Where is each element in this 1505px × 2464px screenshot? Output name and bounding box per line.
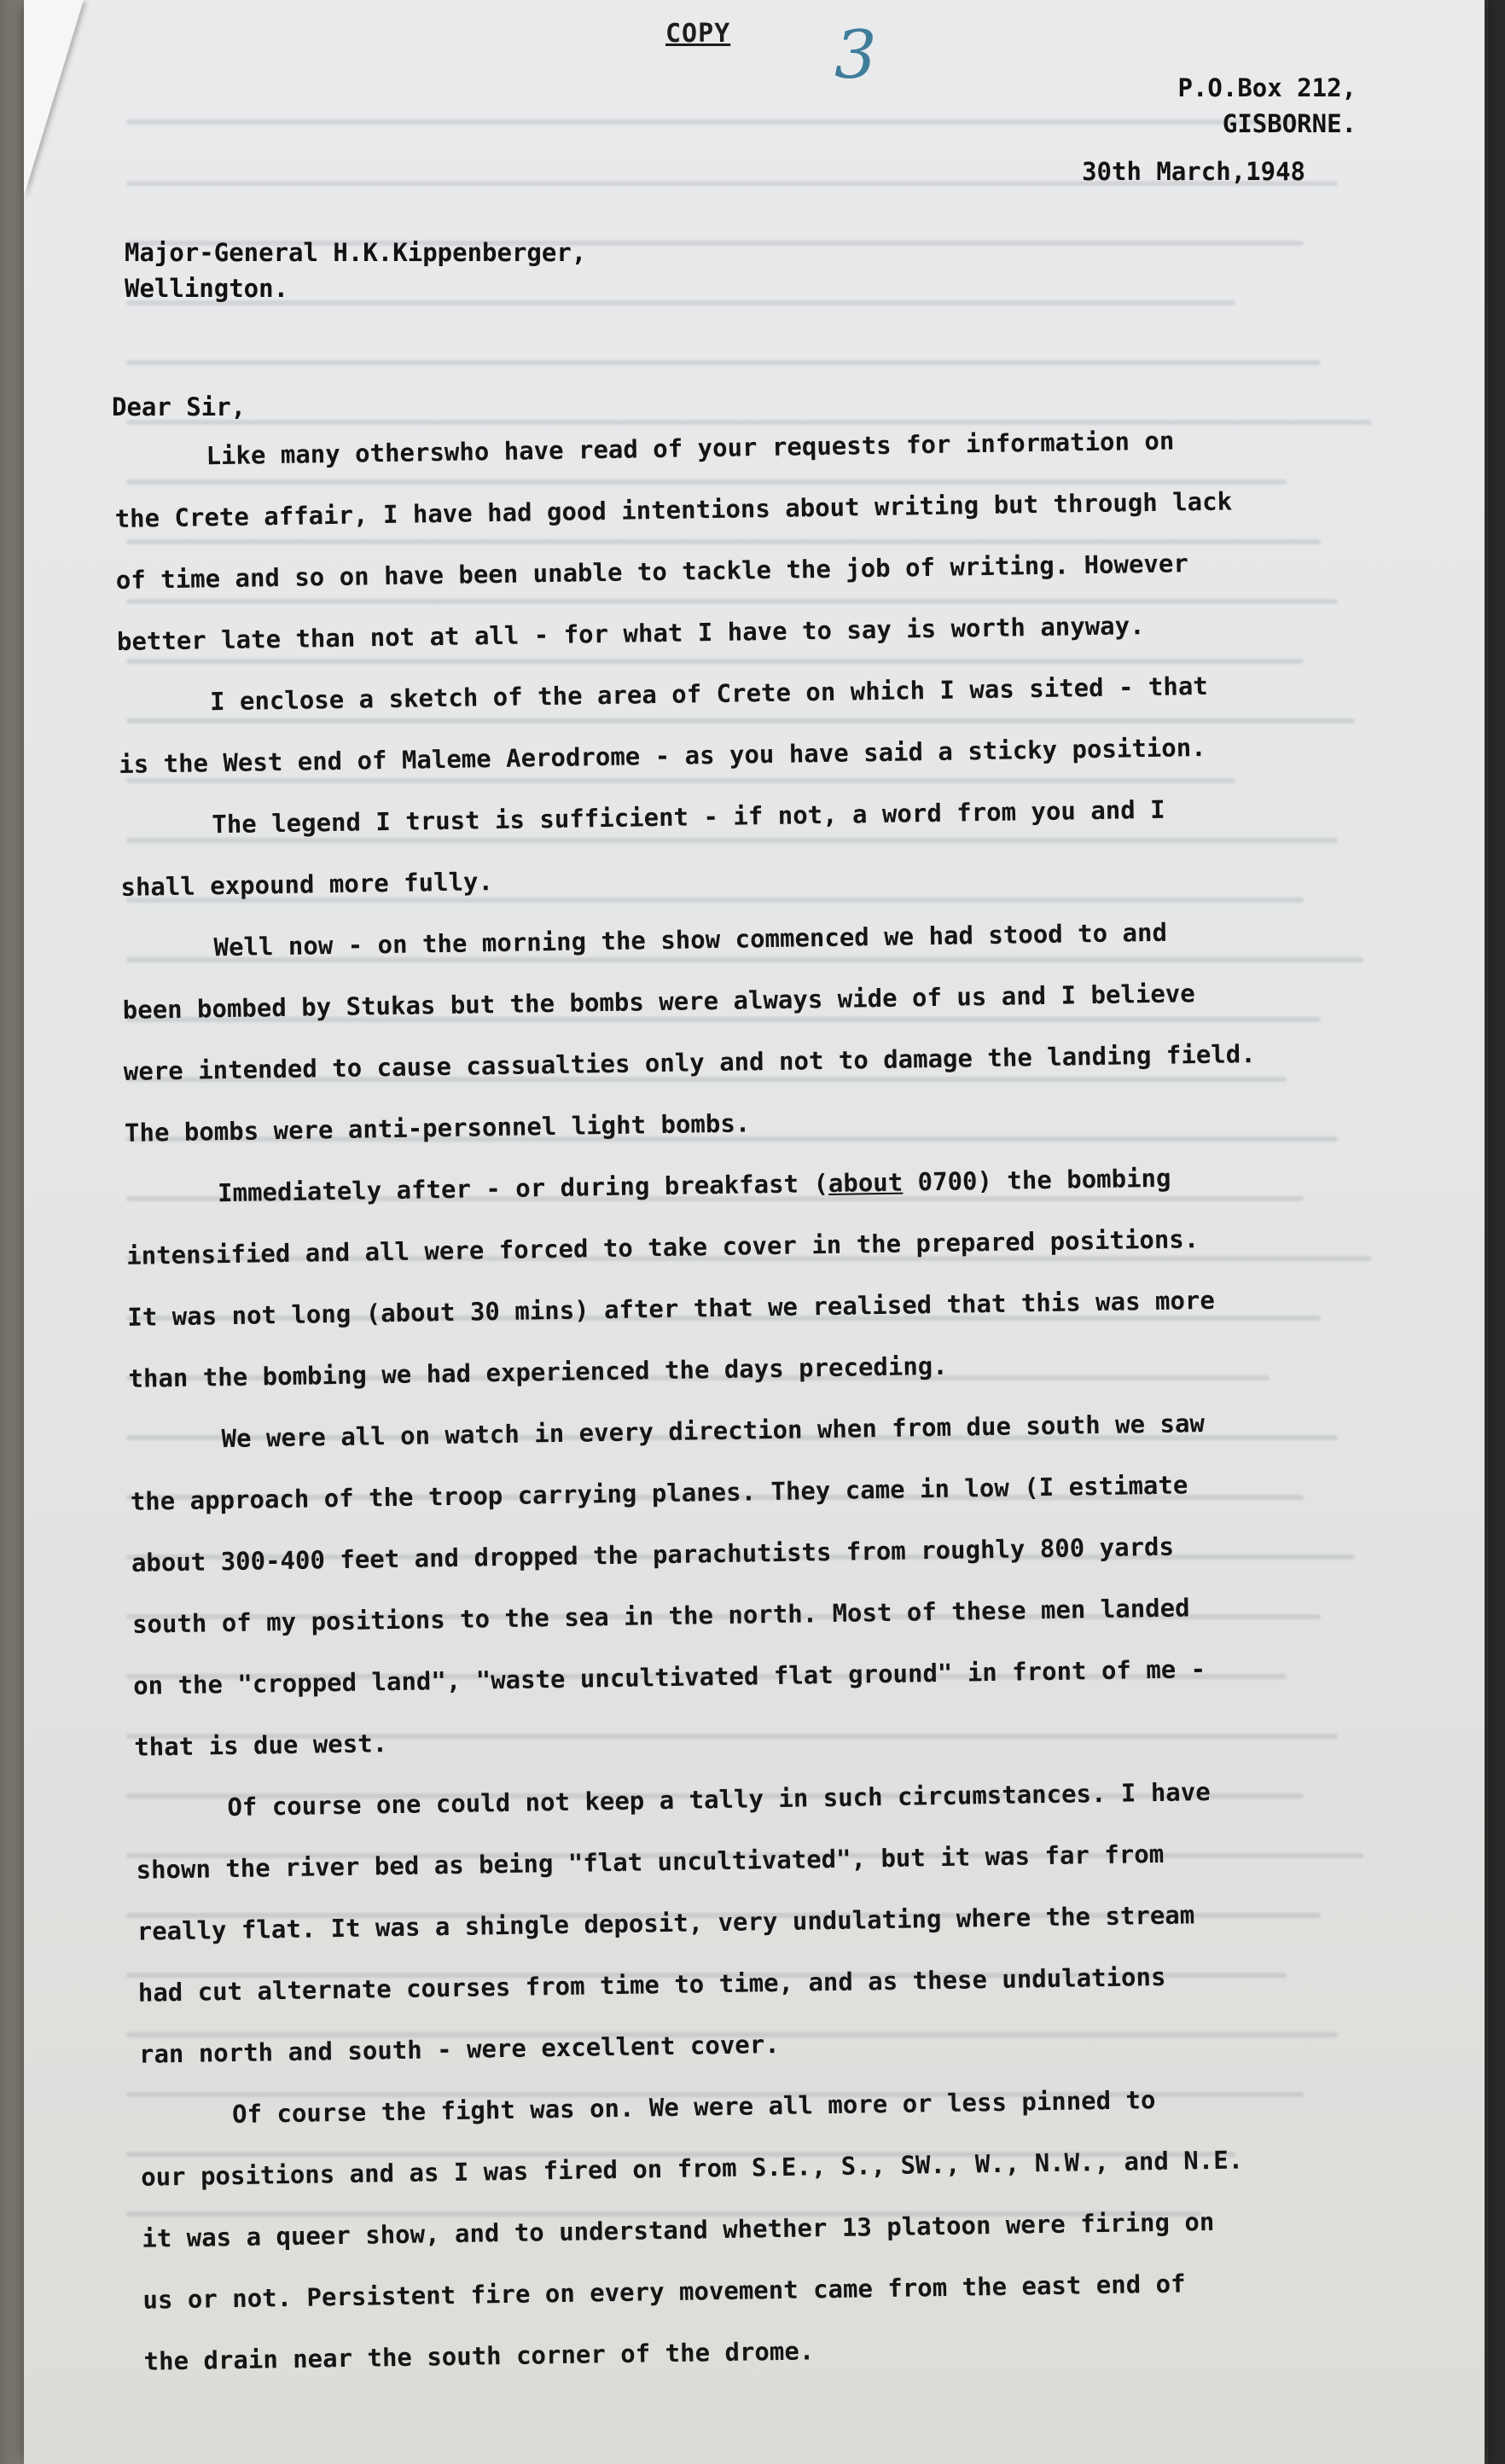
text-segment: 0700) the bombing [902,1163,1171,1197]
text-line: ran north and south - were excellent cover. [138,2029,780,2069]
paragraph [140,2063,1485,2392]
text-line: that is due west. [134,1729,388,1762]
addressee-block [125,235,586,306]
addressee-name: Major-General H.K.Kippenberger, [125,238,587,267]
paragraph [125,1142,1485,1409]
text-line: shown the river bed as being "flat uncultivated", but it was far from [136,1839,1165,1885]
text-line: on the "cropped land", "waste uncultivated flat ground" in front of me - [132,1654,1206,1700]
copy-heading: COPY [665,19,731,49]
text-line: the Crete affair, I have had good intentions about writing but through lack [114,486,1233,533]
text-segment: Immediately after - or during breakfast ( [217,1168,829,1208]
text-line: It was not long (about 30 mins) after that we realised that this was more [127,1285,1216,1332]
address-line-po-box: P.O.Box 212, [1177,73,1357,102]
text-line: south of my positions to the sea in the north. Most of these men landed [131,1593,1190,1639]
letter-date: 30th March,1948 [1082,157,1305,186]
text-line: really flat. It was a shingle deposit, very undulating where the stream [137,1900,1195,1946]
text-line: had cut alternate courses from time to time, and as these undulations [137,1961,1166,2008]
letter-page [24,0,1485,2464]
text-line: shall expound more fully. [120,867,494,902]
text-line: us or not. Persistent fire on every movement came from the east end of [142,2269,1186,2315]
text-line: is the West end of Maleme Aerodrome - as you have said a sticky position. [118,732,1206,779]
text-line: it was a queer show, and to understand whether 13 platoon were firing on [142,2206,1215,2253]
text-line: Of course one could not keep a tally in such circumstances. I have [227,1777,1211,1822]
paragraph [119,773,1485,918]
address-line-city: GISBORNE. [1222,109,1357,138]
paragraph [135,1756,1485,2085]
text-line: We were all on watch in every direction when from due south we saw [221,1409,1206,1454]
underlined-word: about [828,1167,904,1198]
text-line: better late than not at all - for what I have to say is worth anyway. [116,611,1145,656]
text-line: intensified and all were forced to take cover in the prepared positions. [126,1224,1200,1270]
folded-corner [24,0,84,196]
text-line: Well now - on the morning the show commenced we had stood to and [213,917,1168,962]
text-line: our positions and as I was fired on from S.E., S., SW., W., N.W., and N.E. [140,2145,1244,2192]
salutation: Dear Sir, [112,392,247,421]
text-line: the drain near the south corner of the drome. [143,2336,815,2376]
text-line: Of course the fight was on. We were all more or less pinned to [231,2085,1156,2130]
paragraph [113,404,1485,672]
handwritten-page-number: 3 [834,17,877,94]
text-line: about 300-400 feet and dropped the parachutists from roughly 800 yards [131,1531,1175,1578]
text-line: The legend I trust is sufficient - if not, a word from you and I [212,794,1165,840]
text-line: of time and so on have been unable to tackle the job of writing. However [115,549,1189,595]
sender-address [1082,70,1357,189]
text-line: were intended to cause cassualties only and not to damage the landing field. [123,1039,1256,1086]
paragraph [121,896,1485,1164]
text-line: The bombs were anti-personnel light bombs. [124,1108,751,1148]
background-right [1488,0,1505,2464]
text-line: been bombed by Stukas but the bombs were always wide of us and I believe [122,979,1195,1025]
text-line: than the bombing we had experienced the days preceding. [128,1351,948,1393]
letter-body [113,404,1485,2391]
paragraph [129,1387,1485,1778]
paragraph [118,650,1485,795]
addressee-city: Wellington. [125,274,289,303]
text-line: Like many otherswho have read of your requests for information on [206,426,1175,471]
text-line: I enclose a sketch of the area of Crete on which I was sited - that [209,671,1208,717]
text-line: the approach of the troop carrying planes. They came in low (I estimate [130,1470,1188,1516]
